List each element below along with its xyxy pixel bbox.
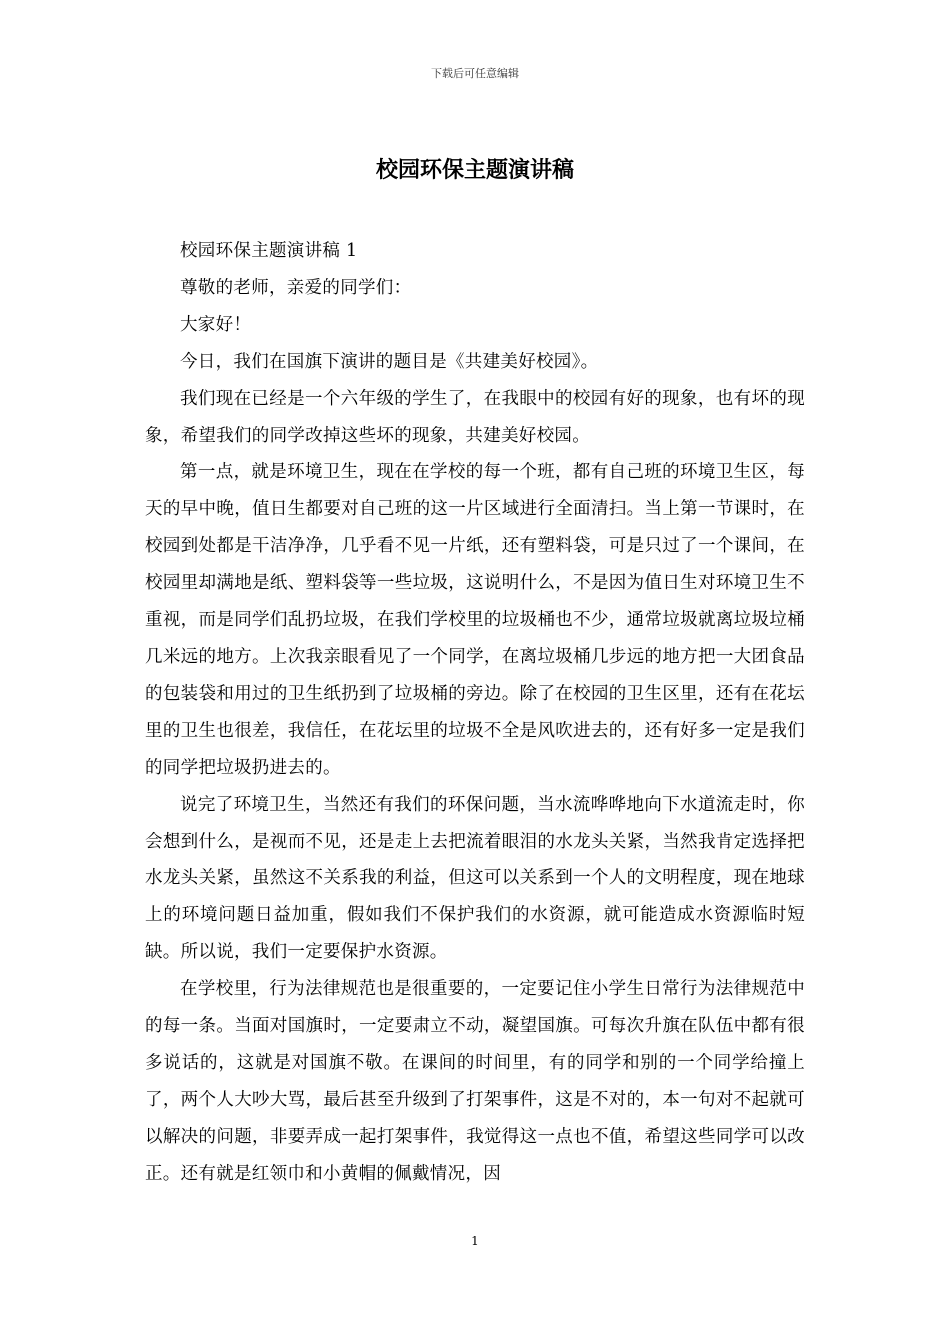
document-title: 校园环保主题演讲稿 [375, 157, 574, 183]
document-body [145, 233, 805, 1193]
paragraph-subtitle: 校园环保主题演讲稿 1 [180, 241, 358, 261]
page-number: 1 [471, 1234, 479, 1248]
paragraph-behavior: 在学校里，行为法律规范也是很重要的，一定要记住小学生日常行为法律规范中的每一条。当面对国旗时，一定要肃立不动，凝望国旗。可每次升旗在队伍中都有很多说话的，这就是对国旗不敬。在课间的时间里，有的同学和别的一个同学给撞上了，两个人大吵大骂，最后甚至升级到了打架事件，这是不对的，本一句对不起就可以解决的问题，非要弄成一起打架事件，我觉得这一点也不值，希望这些同学可以改正。还有就是红领巾和小黄帽的佩戴情况，因 [145, 979, 805, 1184]
paragraph-topic: 今日，我们在国旗下演讲的题目是《共建美好校园》。 [180, 351, 599, 372]
paragraph-intro: 我们现在已经是一个六年级的学生了，在我眼中的校园有好的现象，也有坏的现象，希望我们的同学改掉这些坏的现象，共建美好校园。 [145, 388, 805, 446]
header-note: 下载后可任意编辑 [431, 67, 519, 80]
paragraph-salutation: 尊敬的老师，亲爱的同学们： [180, 277, 412, 298]
paragraph-hygiene: 第一点，就是环境卫生，现在在学校的每一个班，都有自己班的环境卫生区，每天的早中晚，值日生都要对自己班的这一片区域进行全面清扫。当上第一节课时，在校园到处都是干洁净净，几乎看不见一片纸，还有塑料袋，可是只过了一个课间，在校园里却满地是纸、塑料袋等一些垃圾，这说明什么，不是因为值日生对环境卫生不重视，而是同学们乱扔垃圾，在我们学校里的垃圾桶也不少，通常垃圾就离垃圾垃桶几米远的地方。上次我亲眼看见了一个同学，在离垃圾桶几步远的地方把一大团食品的包装袋和用过的卫生纸扔到了垃圾桶的旁边。除了在校园的卫生区里，还有在花坛里的卫生也很差，我信任，在花坛里的垃圾不全是风吹进去的，还有好多一定是我们的同学把垃圾扔进去的。 [145, 462, 805, 778]
paragraph-water: 说完了环境卫生，当然还有我们的环保问题，当水流哗哗地向下水道流走时，你会想到什么，是视而不见，还是走上去把流着眼泪的水龙头关紧，当然我肯定选择把水龙头关紧，虽然这不关系我的利益，但这可以关系到一个人的文明程度，现在地球上的环境问题日益加重，假如我们不保护我们的水资源，就可能造成水资源临时短缺。所以说，我们一定要保护水资源。 [145, 794, 805, 963]
paragraph-greeting: 大家好！ [180, 314, 252, 335]
